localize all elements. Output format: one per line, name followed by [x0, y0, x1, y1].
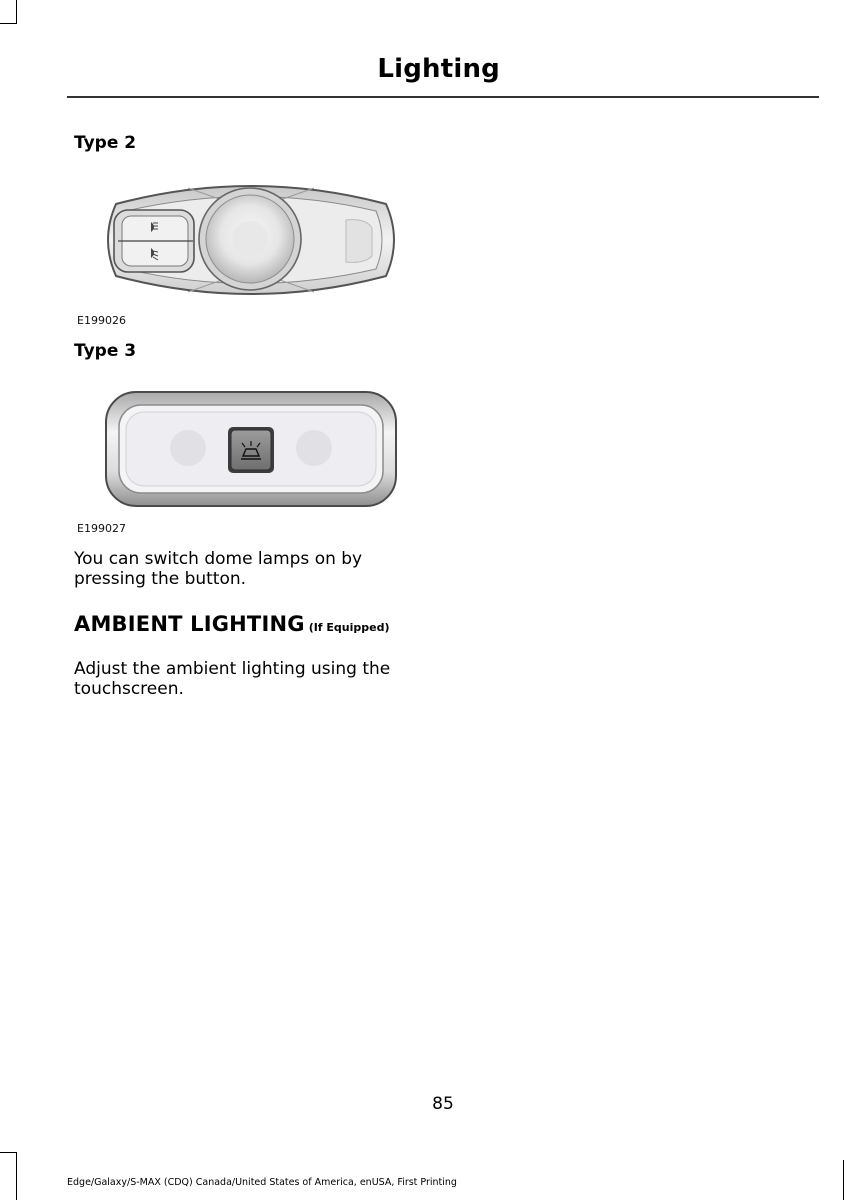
page-title: Lighting — [377, 54, 500, 84]
page-number: 85 — [432, 1094, 454, 1114]
crop-mark-bottom-left-horizontal — [0, 1152, 17, 1153]
type-3-heading: Type 3 — [74, 341, 137, 361]
crop-mark-top-left-horizontal — [0, 23, 17, 24]
dome-lamp-paragraph: You can switch dome lamps on by pressing the button. — [74, 549, 363, 589]
figure-code-e199026: E199026 — [77, 314, 126, 327]
header-rule — [67, 96, 819, 98]
ambient-lighting-paragraph: Adjust the ambient lighting using the touchscreen. — [74, 659, 391, 699]
section-qualifier: (If Equipped) — [308, 621, 390, 634]
crop-mark-bottom-left-vertical — [16, 1152, 17, 1200]
footer-imprint: Edge/Galaxy/S-MAX (CDQ) Canada/United States of America, enUSA, First Printing — [67, 1177, 457, 1188]
section-title: AMBIENT LIGHTING — [74, 612, 305, 636]
type-2-lamp-illustration — [96, 178, 406, 302]
type-3-lamp-illustration — [104, 390, 398, 508]
type-2-heading: Type 2 — [74, 133, 137, 153]
figure-code-e199027: E199027 — [77, 522, 126, 535]
crop-mark-bottom-right-vertical — [843, 1160, 844, 1200]
ambient-lighting-heading — [74, 612, 390, 636]
crop-mark-top-left-vertical — [16, 0, 17, 24]
